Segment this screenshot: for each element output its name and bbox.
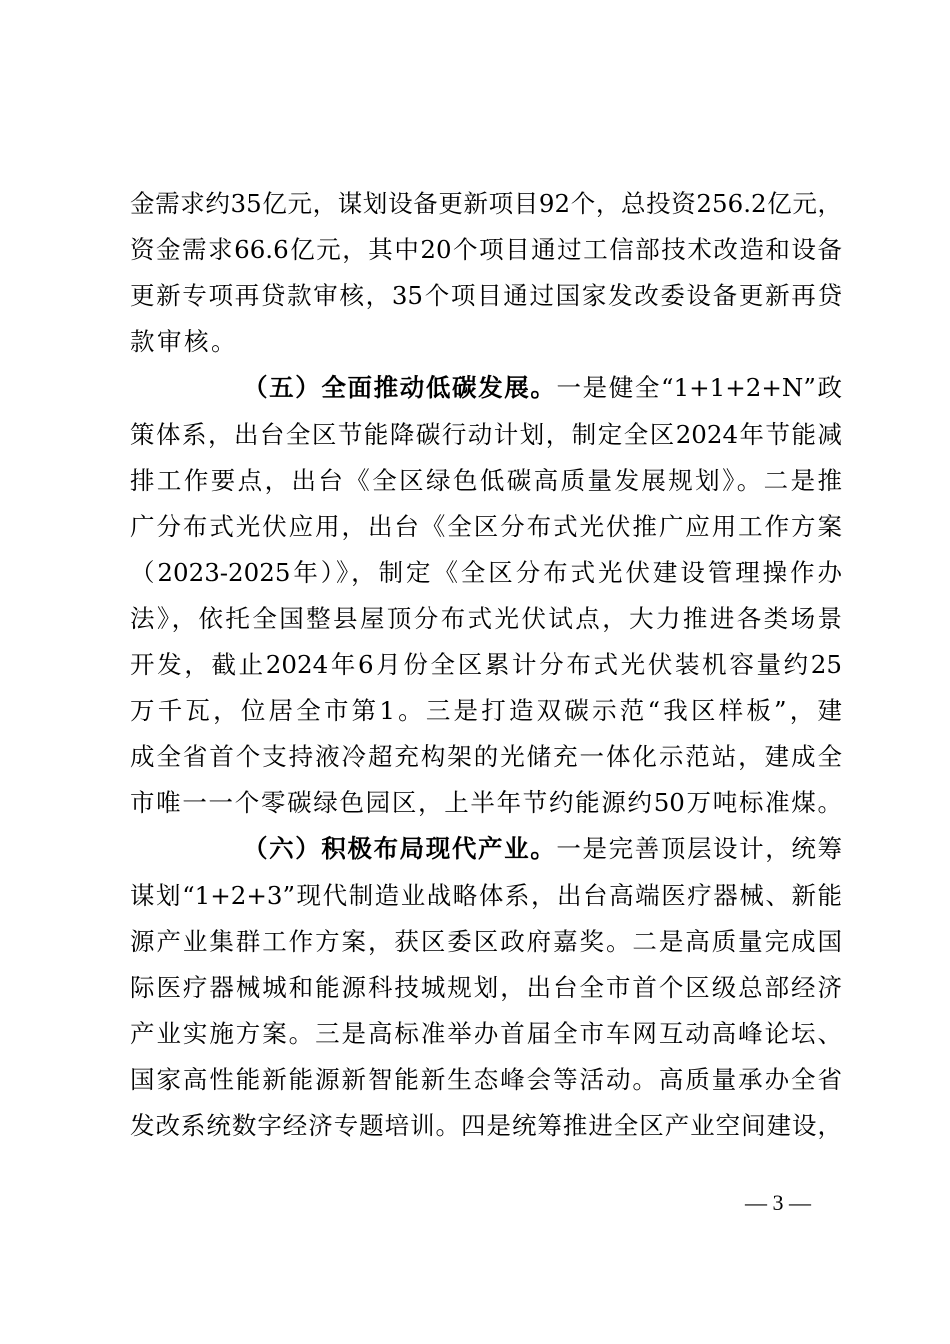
text-line: 金需求约35亿元，谋划设备更新项目92个，总投资256.2亿元，	[130, 189, 842, 218]
text-line: 谋划“1+2+3”现代制造业战略体系，出台高端医疗器械、新能	[130, 881, 842, 910]
text-line: 源产业集群工作方案，获区委区政府嘉奖。二是高质量完成国	[130, 927, 842, 956]
text-line: 法》，依托全国整县屋顶分布式光伏试点，大力推进各类场景	[130, 604, 842, 633]
text-line: 策体系，出台全区节能降碳行动计划，制定全区2024年节能减	[130, 420, 842, 449]
text-line: 际医疗器械城和能源科技城规划，出台全市首个区级总部经济	[130, 973, 842, 1002]
text-line: 更新专项再贷款审核，35个项目通过国家发改委设备更新再贷	[130, 281, 842, 310]
text-line: 万千瓦，位居全市第1。三是打造双碳示范“我区样板”，建	[130, 696, 842, 725]
text-line: 资金需求66.6亿元，其中20个项目通过工信部技术改造和设备	[130, 235, 842, 264]
text-line: 市唯一一个零碳绿色园区，上半年节约能源约50万吨标准煤。	[130, 788, 842, 817]
text-line: 国家高性能新能源新智能新生态峰会等活动。高质量承办全省	[130, 1065, 842, 1094]
text-line: 排工作要点，出台《全区绿色低碳高质量发展规划》。二是推	[130, 466, 842, 495]
text-line: 款审核。	[130, 327, 238, 356]
section6-first-line	[243, 829, 842, 869]
text-line: （2023-2025年）》，制定《全区分布式光伏建设管理操作办	[130, 558, 842, 587]
page-number: — 3 —	[745, 1190, 811, 1215]
text-line: 成全省首个支持液冷超充构架的光储充一体化示范站，建成全	[130, 742, 842, 771]
section6-first-line-rest: 一是完善顶层设计，统筹	[556, 834, 843, 863]
section5-first-line	[243, 368, 842, 408]
section5-heading: （五）全面推动低碳发展。	[243, 373, 557, 402]
text-line: 产业实施方案。三是高标准举办首届全市车网互动高峰论坛、	[130, 1019, 842, 1048]
text-line: 发改系统数字经济专题培训。四是统筹推进全区产业空间建设，	[130, 1111, 842, 1140]
section5-first-line-rest: 一是健全“1+1+2+N”政	[556, 373, 843, 402]
section6-heading: （六）积极布局现代产业。	[243, 834, 557, 863]
text-line: 开发，截止2024年6月份全区累计分布式光伏装机容量约25	[130, 650, 842, 679]
text-line: 广分布式光伏应用，出台《全区分布式光伏推广应用工作方案	[130, 512, 842, 541]
